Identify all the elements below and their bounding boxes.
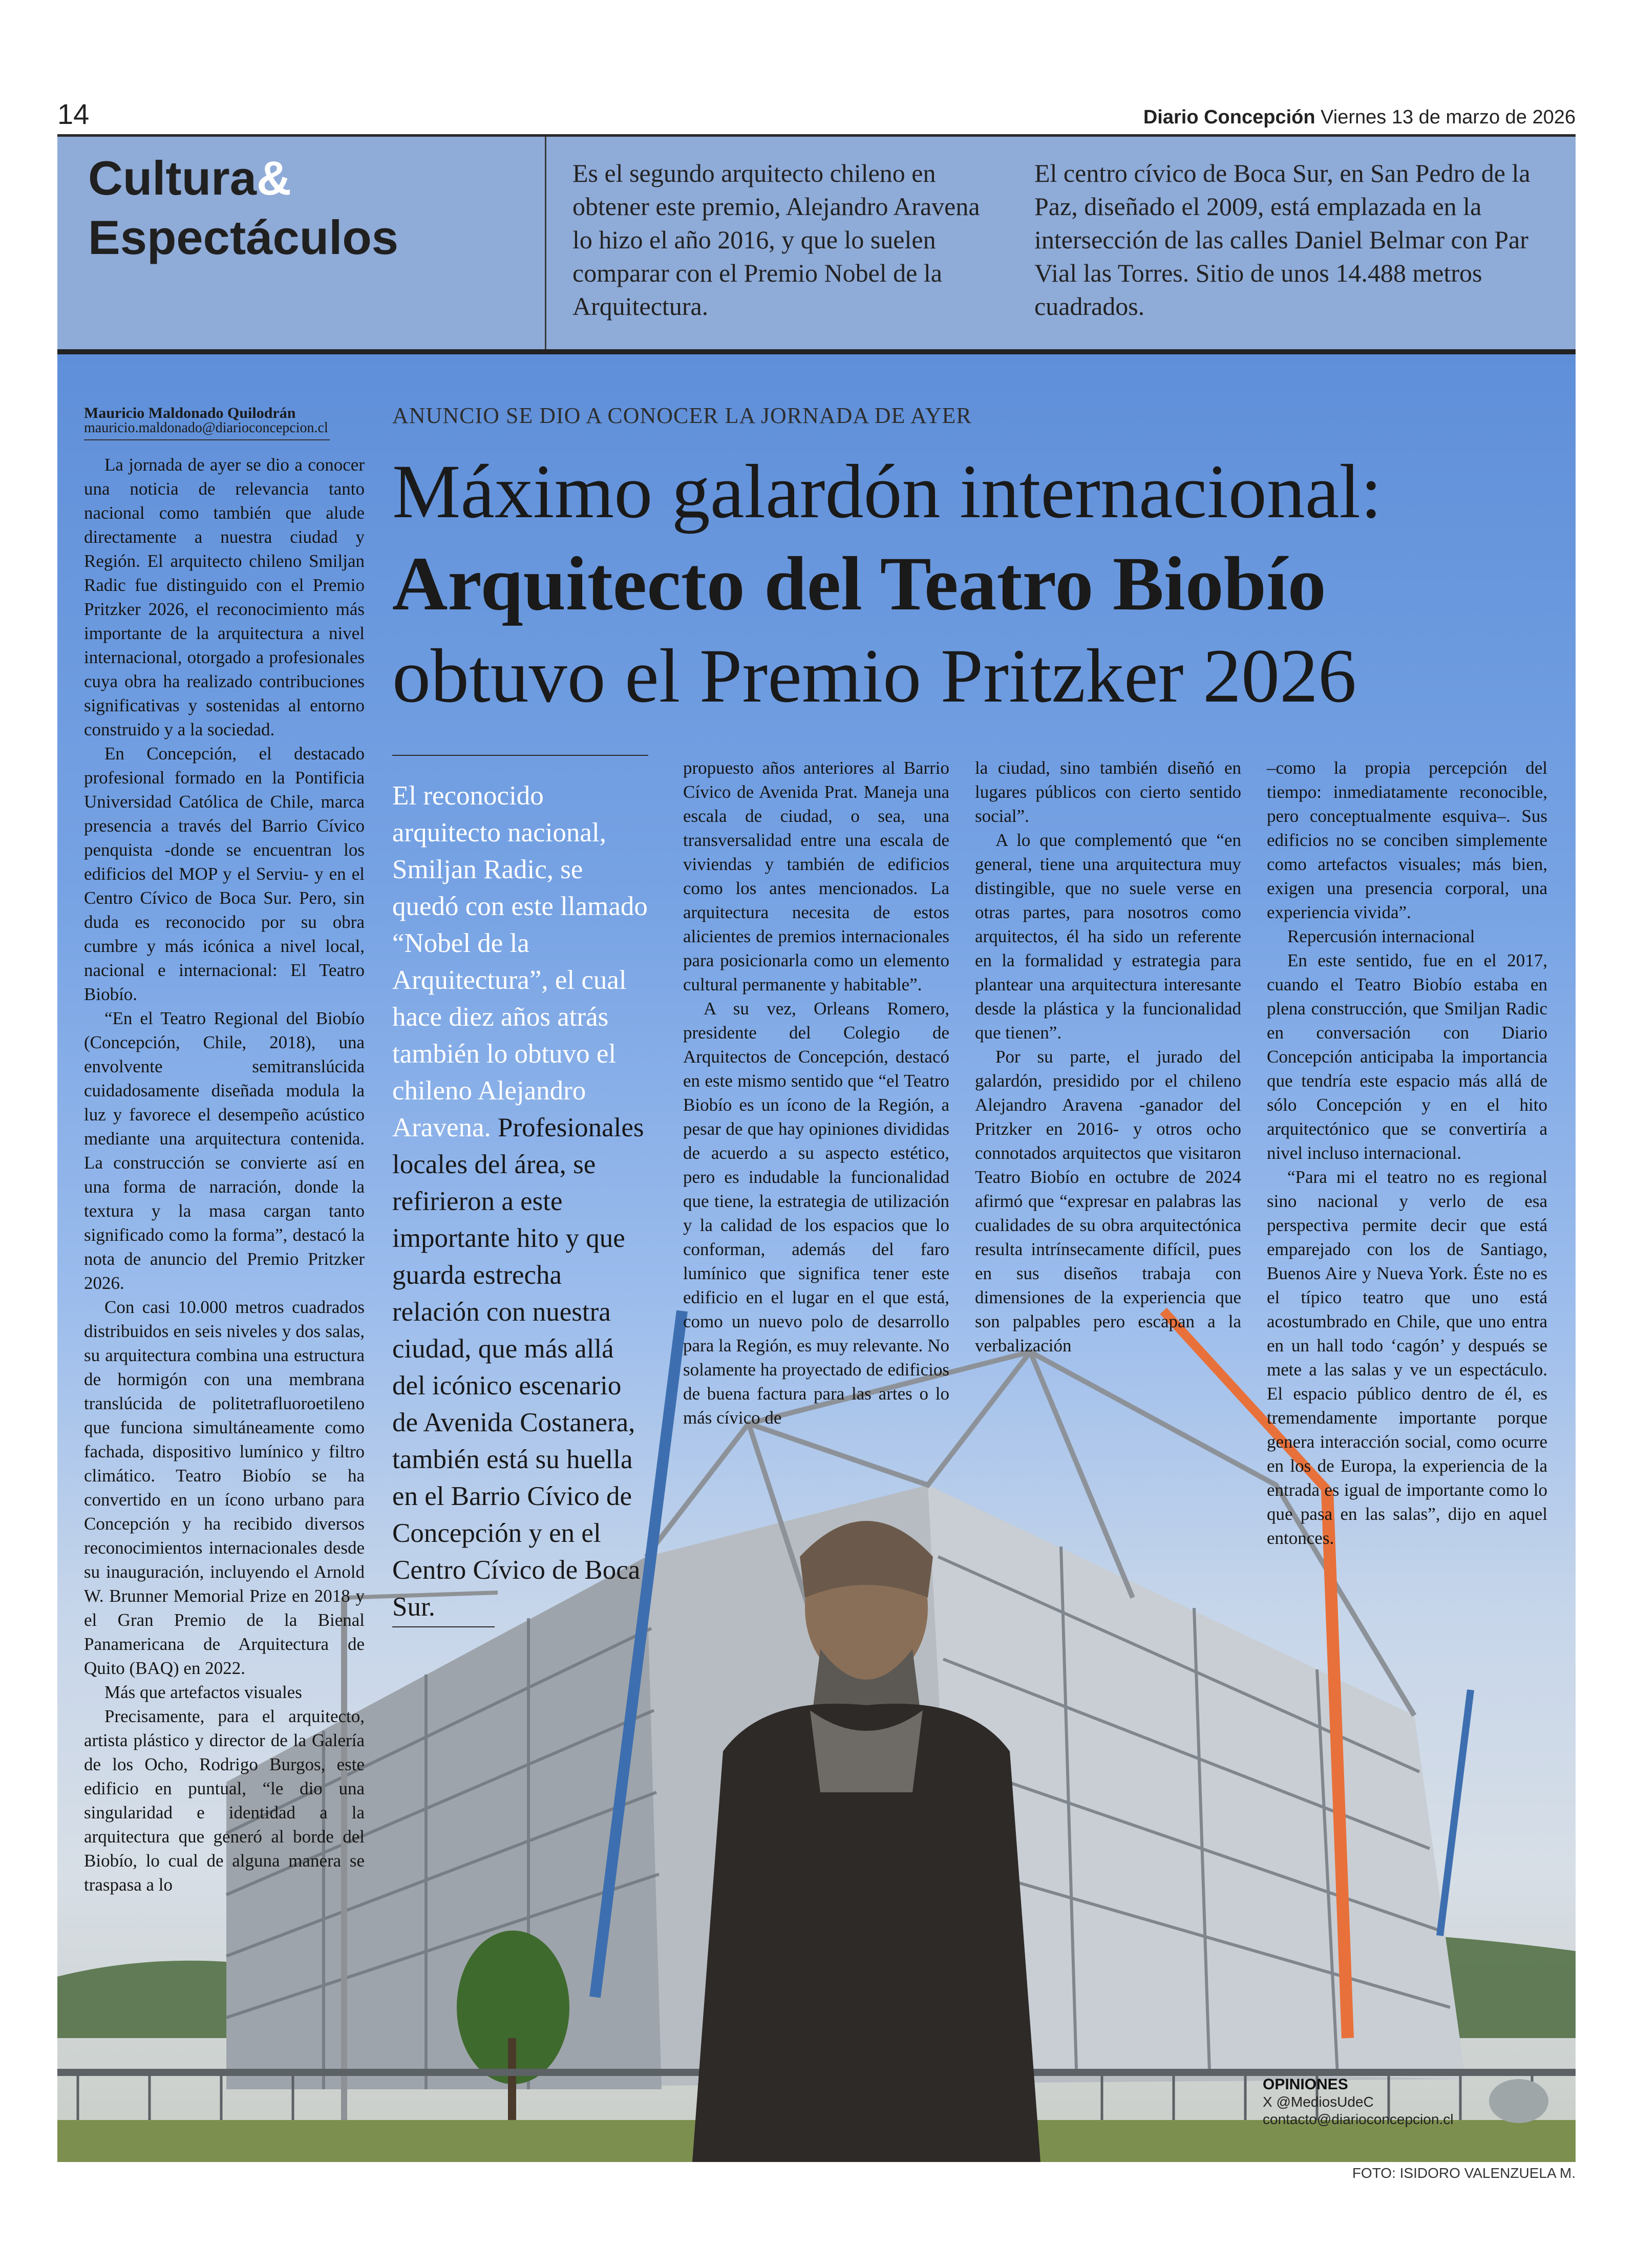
article-kicker: ANUNCIO SE DIO A CONOCER LA JORNADA DE AYER [392,403,972,428]
opinions-title: OPINIONES [1263,2076,1348,2093]
fact-box-1: Es el segundo arquitecto chileno en obtener este premio, Alejandro Aravena lo hizo el año 2016, y que lo suelen comparar con el Premio Nobel de la Arquitectura. [572,159,980,321]
issue-date: Viernes 13 de marzo de 2026 [1321,107,1576,128]
col4-paragraph: “Para mi el teatro no es regional sino nacional y verlo de esa perspectiva permite decir que está emparejado con los de Santiago, Buenos Aire y Nueva York. Éste no es el típico teatro que uno está acostumbrado en Chile, que uno entra en un hall todo ‘cagón’ y después se mete a las salas y ve un espectáculo. El espacio público dentro de él, es tremendamente importante porque genera interacción social, como ocurre en los de Europa, la experiencia de la entrada es igual de importante como lo que pasa en las salas”, dijo en aquel entonces. [1267,1167,1547,1548]
pullquote [392,777,648,1625]
band-divider [545,137,546,352]
col3-paragraph: la ciudad, sino también diseñó en lugares públicos con cierto sentido social”. [975,758,1241,826]
pullquote-part-2: Profesionales locales del área, se refirieron a este importante hito y que guarda estrecha relación con nuestra ciudad, que más allá del icónico escenario de Avenida Costanera, también está su huella en el Barrio Cívico de Concepción y en el Centro Cívico de Boca Sur. [392,1113,644,1622]
article-column-1 [84,453,365,1897]
col3-paragraph: Por su parte, el jurado del galardón, presidido por el chileno Alejandro Aravena -ganador del Pritzker en 2016- y otros ocho connotados arquitectos que visitaron Teatro Biobío en octubre de 2024 afirmó que “expresar en palabras las cualidades de su obra arquitectónica resulta intrínsecamente difícil, pues en sus diseños trabaja con dimensiones de la experiencia que son palpables pero escapan a la verbalización [975,1047,1241,1355]
masthead-info [1143,107,1576,129]
section-title-line1: Cultura [88,151,257,205]
col2-paragraph: propuesto años anteriores al Barrio Cívico de Avenida Prat. Maneja una escala de ciudad, o sea, una transversalidad entre una escala de viviendas y también de edificios como los antes mencionados. La arquitectura necesita de estos alicientes de premios internacionales para posicionarla como un elemento cultural permanente y habitable”. [683,758,949,994]
subheading-repercusion: Repercusión internacional [1287,926,1475,946]
col1-paragraph: Precisamente, para el arquitecto, artista plástico y director de la Galería de los Ocho, Rodrigo Burgos, este edificio en puntual, “le dio una singularidad e identidad a la arquitectura que generó al borde del Biobío, lo cual de alguna manera se traspasa a lo [84,1706,365,1895]
byline-author: Mauricio Maldonado Quilodrán [84,405,296,421]
col1-paragraph: Con casi 10.000 metros cuadrados distribuidos en seis niveles y dos salas, su arquitectura combina una estructura de hormigón con una membrana translúcida de politetrafluoroetileno que funciona simultáneamente como fachada, dispositivo lumínico y filtro climático. Teatro Biobío se ha convertido en un ícono urbano para Concepción y ha recibido diversos reconocimientos internacionales desde su inauguración, incluyendo el Arnold W. Brunner Memorial Prize en 2018 y el Gran Premio de la Bienal Panamericana de Arquitectura de Quito (BAQ) en 2022. [84,1297,365,1678]
photo-credit: FOTO: ISIDORO VALENZUELA M. [1352,2165,1576,2181]
col1-paragraph: La jornada de ayer se dio a conocer una noticia de relevancia tanto nacional como también que alude directamente a nuestra ciudad y Región. El arquitecto chileno Smiljan Radic fue distinguido con el Premio Pritzker 2026, el reconocimiento más importante de la arquitectura a nivel internacional, otorgado a profesionales cuya obra ha realizado contribuciones significativas y sostenidas al entorno construido y a la sociedad. [84,455,365,739]
col4-paragraph: En este sentido, fue en el 2017, cuando el Teatro Biobío estaba en plena construcción, que Smiljan Radic en conversación con Diario Concepción anticipaba la importancia que tendría este espacio más allá de sólo Concepción y en el hito arquitectónico que se convertiría a nivel incluso internacional. [1267,950,1547,1163]
fact-box-2: El centro cívico de Boca Sur, en San Pedro de la Paz, diseñado el 2009, está emplazada en la intersección de las calles Daniel Belmar con Par Vial las Torres. Sitio de unos 14.488 metros cuadrados. [1034,159,1531,321]
col1-paragraph: En Concepción, el destacado profesional formado en la Pontificia Universidad Católica de Chile, marca presencia a través del Barrio Cívico penquista -donde se encuentran los edificios del MOP y el Serviu- y en el Centro Cívico de Boca Sur. Pero, sin duda es reconocido por su obra cumbre y más icónica a nivel local, nacional e internacional: El Teatro Biobío. [84,744,365,1004]
pullquote-rule-top [392,755,648,756]
col2-paragraph: A su vez, Orleans Romero, presidente del Colegio de Arquitectos de Concepción, destacó en este mismo sentido que “el Teatro Biobío es un ícono de la Región, a pesar de que hay opiniones divididas de acuerdo a su aspecto estético, pero es indudable la funcionalidad que tiene, la estrategia de utilización y la calidad de los espacios que lo conforman, además del faro lumínico que significa tener este edificio en el lugar en el que está, como un nuevo polo de desarrollo para la Región, es muy relevante. No solamente ha proyectado de edificios de buena factura para las artes o lo más cívico de [683,999,949,1428]
headline-line-3: obtuvo el Premio Pritzker 2026 [392,633,1357,718]
article-headline [392,446,1549,722]
pullquote-part-1: El reconocido arquitecto nacional, Smiljan Radic, se quedó con este llamado “Nobel de la Arquitectura”, el cual hace diez años atrás también lo obtuvo el chileno Alejandro Aravena. [392,781,648,1142]
article-column-4 [1267,756,1547,1550]
section-title [88,149,398,267]
band-bottom-rule [57,349,1576,354]
subheading-mas-que-artefactos: Más que artefactos visuales [104,1682,302,1702]
opinions-box [1263,2076,1453,2128]
col1-paragraph: “En el Teatro Regional del Biobío (Concepción, Chile, 2018), una envolvente semitranslúcida cuidadosamente diseñada modula la luz y favorece el desempeño acústico mediante una arquitectura contenida. La construcción se convierte así en una forma de narración, donde la textura y la masa cargan tanto significado como la forma”, destacó la nota de anuncio del Premio Pritzker 2026. [84,1008,365,1293]
paper-name: Diario Concepción [1143,107,1315,128]
col3-paragraph: A lo que complementó que “en general, tiene una arquitectura muy distingible, que no suele verse en otras partes, para nosotros como arquitectos, él ha sido un referente en la formalidad y estrategia para plantear una arquitectura interesante desde la plástica y la funcionalidad que tienen”. [975,830,1241,1043]
opinions-email[interactable]: contacto@diarioconcepcion.cl [1263,2111,1454,2127]
col4-paragraph: –como la propia percepción del tiempo: inmediatamente reconocible, pero conceptualmente esquiva–. Sus edificios no se conciben simplemente como artefactos visuales; más bien, exigen una presencia corporal, una experiencia vivida”. [1267,758,1547,922]
headline-line-2: Arquitecto del Teatro Biobío [392,541,1326,626]
section-title-line2: Espectáculos [88,210,399,264]
headline-line-1: Máximo galardón internacional: [392,449,1382,534]
article-column-2 [683,756,949,1430]
article-column-3 [975,756,1241,1358]
opinions-social[interactable]: X @MediosUdeC [1263,2094,1374,2110]
page-number: 14 [57,98,90,130]
byline-email[interactable]: mauricio.maldonado@diarioconcepcion.cl [84,420,328,436]
section-ampersand: & [257,151,291,205]
pullquote-rule-bottom [392,1626,495,1627]
speech-bubble-icon [1489,2079,1548,2123]
byline-rule [84,439,330,440]
